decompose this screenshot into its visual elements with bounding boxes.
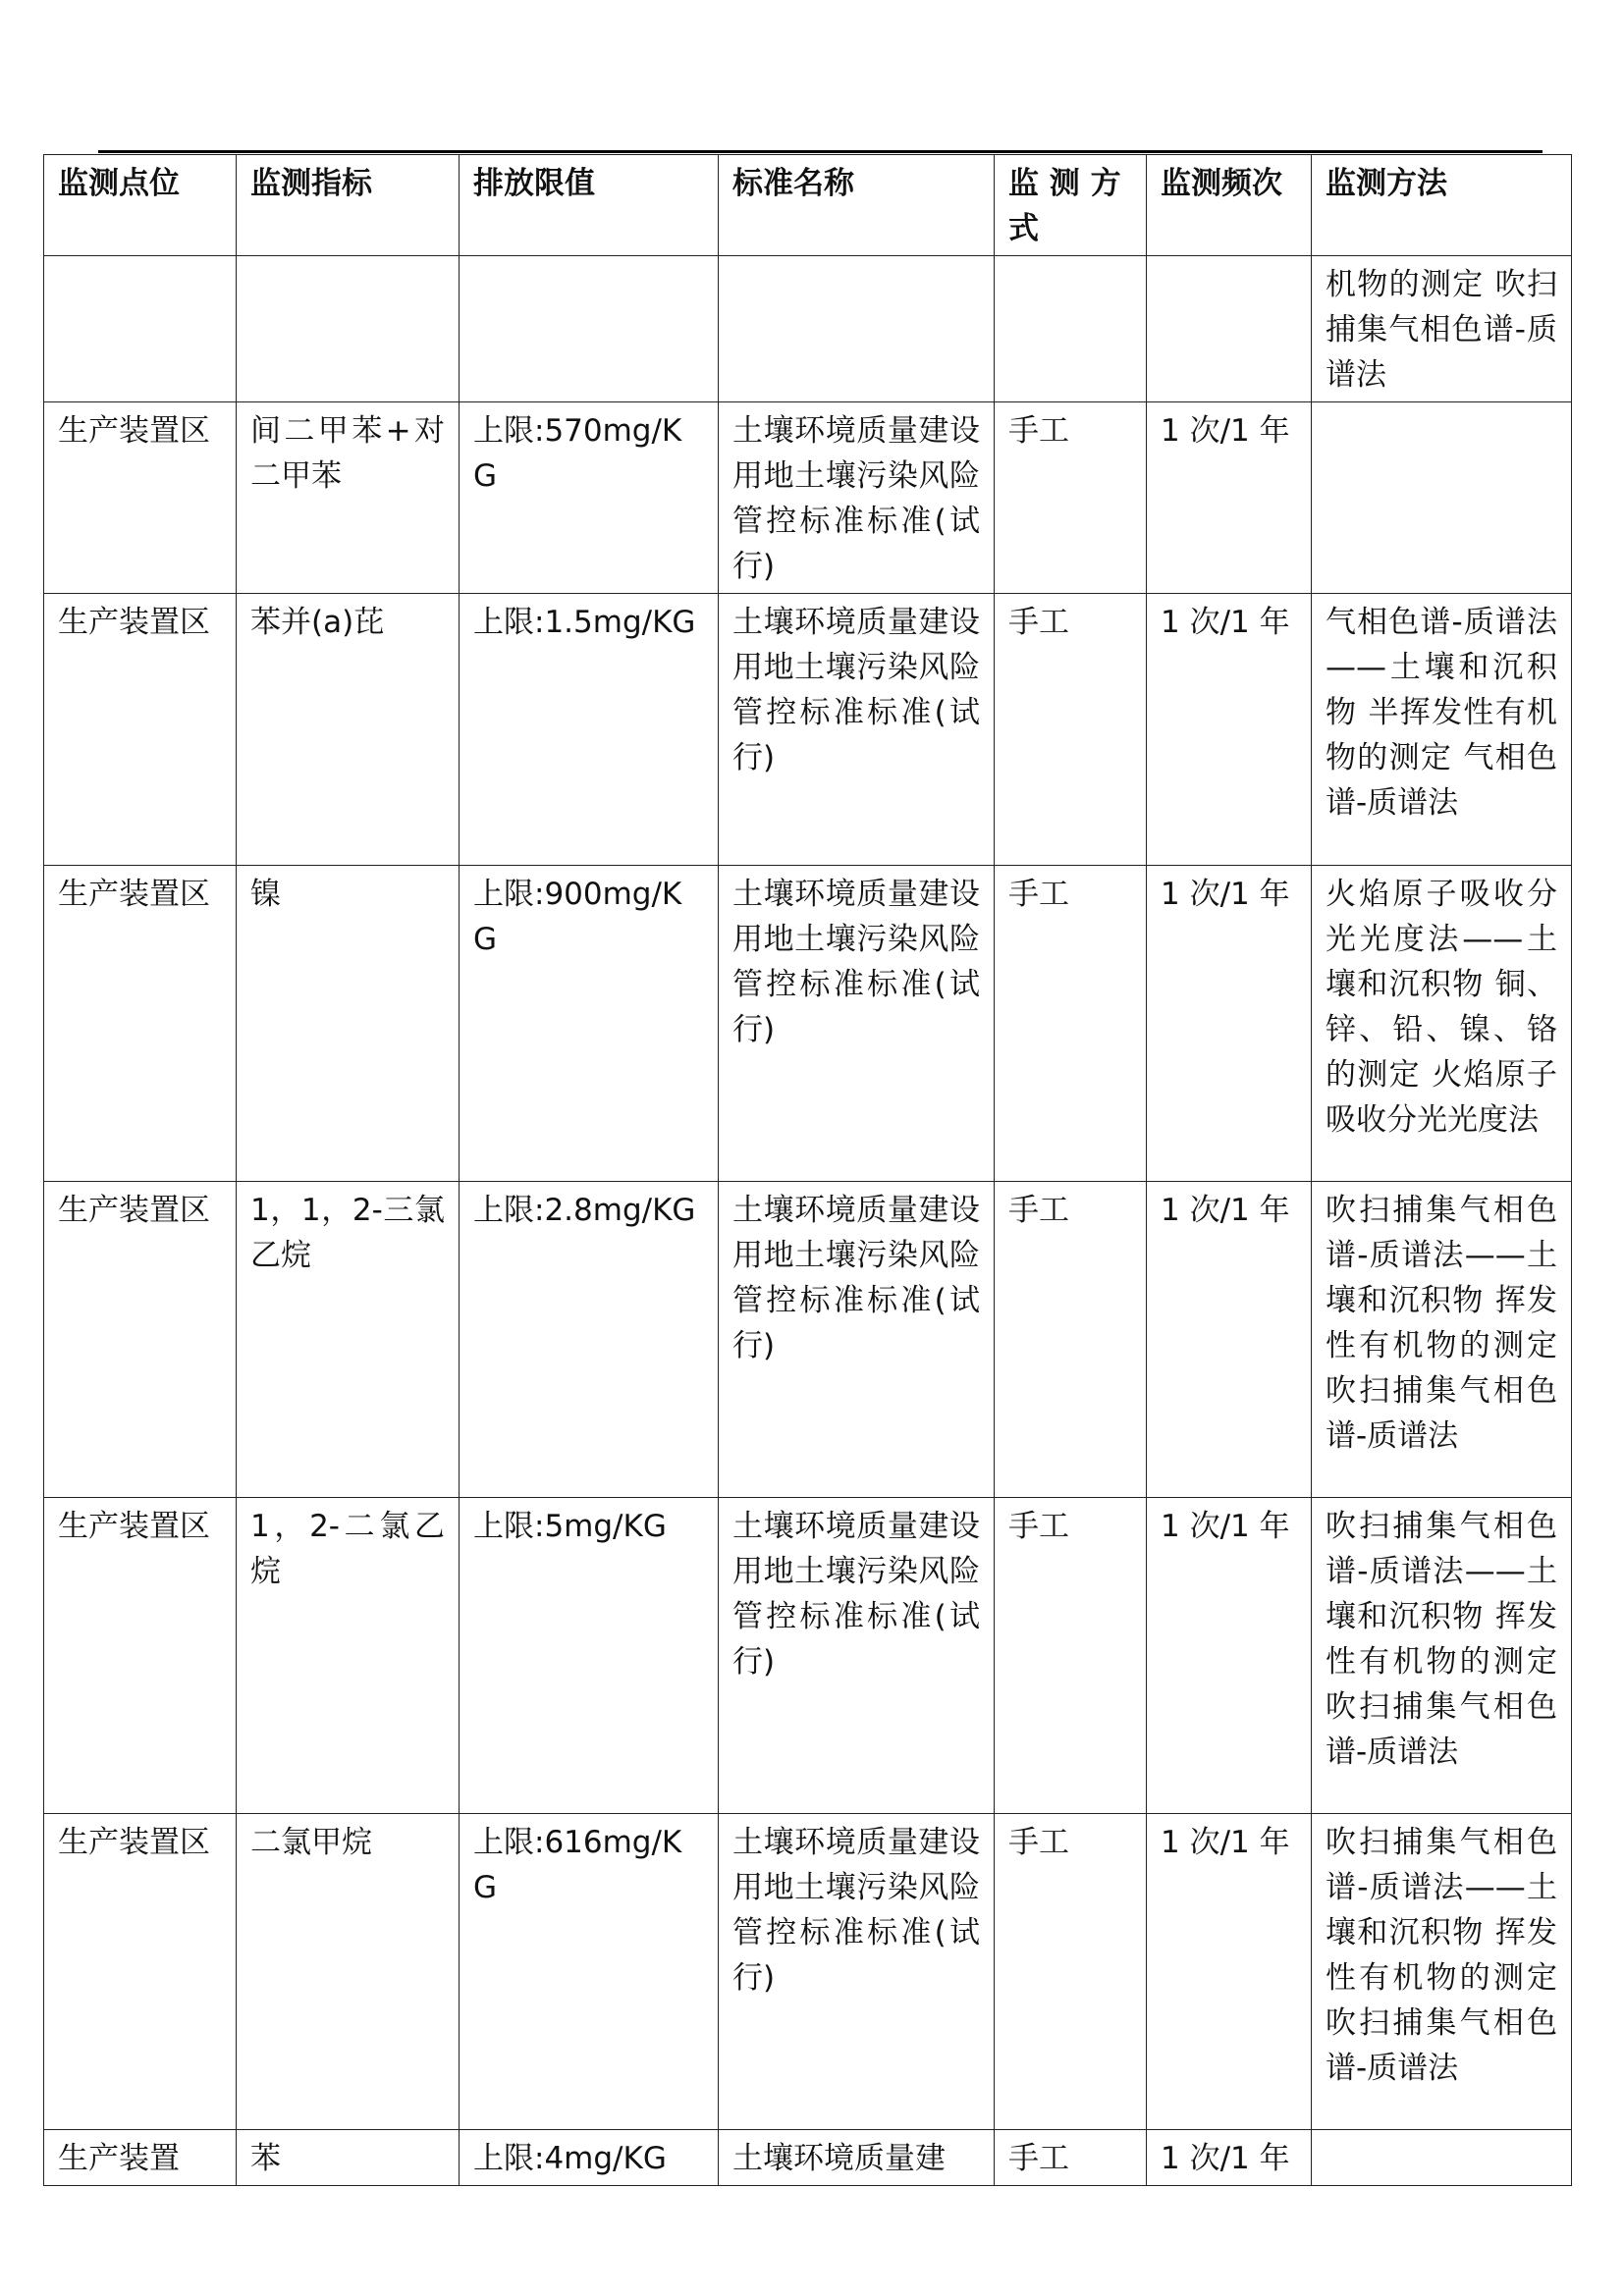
cell-limit: 上限:5mg/KG bbox=[460, 1498, 719, 1814]
monitoring-table bbox=[43, 154, 1572, 2186]
cell-point bbox=[44, 256, 237, 402]
header-monitoring-method: 监测方法 bbox=[1312, 155, 1572, 256]
table-row bbox=[44, 1814, 1572, 2130]
cell-limit: 上限:570mg/KG bbox=[460, 402, 719, 594]
cell-frequency: 1 次/1 年 bbox=[1147, 1498, 1312, 1814]
header-emission-limit: 排放限值 bbox=[460, 155, 719, 256]
table-row bbox=[44, 594, 1572, 866]
cell-limit: 上限:2.8mg/KG bbox=[460, 1182, 719, 1498]
cell-frequency: 1 次/1 年 bbox=[1147, 594, 1312, 866]
cell-indicator: 苯并(a)芘 bbox=[237, 594, 460, 866]
cell-indicator: 苯 bbox=[237, 2130, 460, 2186]
header-monitoring-point: 监测点位 bbox=[44, 155, 237, 256]
cell-method: 吹扫捕集气相色谱-质谱法——土壤和沉积物 挥发性有机物的测定 吹扫捕集气相色谱-质谱法 bbox=[1312, 1182, 1572, 1498]
cell-limit: 上限:1.5mg/KG bbox=[460, 594, 719, 866]
top-rule bbox=[98, 150, 1543, 153]
cell-indicator: 1，1，2-三氯乙烷 bbox=[237, 1182, 460, 1498]
cell-point: 生产装置区 bbox=[44, 1814, 237, 2130]
header-monitoring-mode: 监 测 方 式 bbox=[995, 155, 1147, 256]
table-row bbox=[44, 1182, 1572, 1498]
cell-method bbox=[1312, 402, 1572, 594]
cell-standard: 土壤环境质量建设用地土壤污染风险管控标准标准(试行) bbox=[719, 402, 995, 594]
cell-method: 机物的测定 吹扫捕集气相色谱-质谱法 bbox=[1312, 256, 1572, 402]
table-row bbox=[44, 256, 1572, 402]
cell-standard: 土壤环境质量建设用地土壤污染风险管控标准标准(试行) bbox=[719, 1498, 995, 1814]
cell-point: 生产装置 bbox=[44, 2130, 237, 2186]
cell-point: 生产装置区 bbox=[44, 1182, 237, 1498]
cell-standard: 土壤环境质量建 bbox=[719, 2130, 995, 2186]
table-row bbox=[44, 402, 1572, 594]
cell-limit: 上限:900mg/KG bbox=[460, 866, 719, 1182]
cell-point: 生产装置区 bbox=[44, 402, 237, 594]
header-standard-name: 标准名称 bbox=[719, 155, 995, 256]
cell-standard: 土壤环境质量建设用地土壤污染风险管控标准标准(试行) bbox=[719, 1182, 995, 1498]
cell-standard: 土壤环境质量建设用地土壤污染风险管控标准标准(试行) bbox=[719, 866, 995, 1182]
cell-method: 火焰原子吸收分光光度法——土壤和沉积物 铜、锌、铅、镍、铬的测定 火焰原子吸收分光光度法 bbox=[1312, 866, 1572, 1182]
cell-limit bbox=[460, 256, 719, 402]
cell-limit: 上限:616mg/KG bbox=[460, 1814, 719, 2130]
cell-mode: 手工 bbox=[995, 866, 1147, 1182]
cell-point: 生产装置区 bbox=[44, 594, 237, 866]
cell-indicator: 二氯甲烷 bbox=[237, 1814, 460, 2130]
cell-mode bbox=[995, 256, 1147, 402]
cell-mode: 手工 bbox=[995, 1498, 1147, 1814]
cell-method: 气相色谱-质谱法——土壤和沉积物 半挥发性有机物的测定 气相色谱-质谱法 bbox=[1312, 594, 1572, 866]
cell-frequency: 1 次/1 年 bbox=[1147, 402, 1312, 594]
cell-method: 吹扫捕集气相色谱-质谱法——土壤和沉积物 挥发性有机物的测定 吹扫捕集气相色谱-质谱法 bbox=[1312, 1814, 1572, 2130]
cell-indicator: 镍 bbox=[237, 866, 460, 1182]
cell-standard: 土壤环境质量建设用地土壤污染风险管控标准标准(试行) bbox=[719, 594, 995, 866]
header-monitoring-indicator: 监测指标 bbox=[237, 155, 460, 256]
cell-indicator bbox=[237, 256, 460, 402]
cell-mode: 手工 bbox=[995, 1182, 1147, 1498]
cell-point: 生产装置区 bbox=[44, 866, 237, 1182]
cell-frequency: 1 次/1 年 bbox=[1147, 1182, 1312, 1498]
table-row bbox=[44, 1498, 1572, 1814]
cell-mode: 手工 bbox=[995, 1814, 1147, 2130]
cell-method bbox=[1312, 2130, 1572, 2186]
cell-standard bbox=[719, 256, 995, 402]
cell-point: 生产装置区 bbox=[44, 1498, 237, 1814]
cell-mode: 手工 bbox=[995, 402, 1147, 594]
cell-mode: 手工 bbox=[995, 2130, 1147, 2186]
table-header-row bbox=[44, 155, 1572, 256]
cell-frequency bbox=[1147, 256, 1312, 402]
header-monitoring-frequency: 监测频次 bbox=[1147, 155, 1312, 256]
cell-standard: 土壤环境质量建设用地土壤污染风险管控标准标准(试行) bbox=[719, 1814, 995, 2130]
cell-method: 吹扫捕集气相色谱-质谱法——土壤和沉积物 挥发性有机物的测定 吹扫捕集气相色谱-质谱法 bbox=[1312, 1498, 1572, 1814]
cell-frequency: 1 次/1 年 bbox=[1147, 2130, 1312, 2186]
cell-frequency: 1 次/1 年 bbox=[1147, 1814, 1312, 2130]
cell-indicator: 间二甲苯+对二甲苯 bbox=[237, 402, 460, 594]
cell-mode: 手工 bbox=[995, 594, 1147, 866]
cell-frequency: 1 次/1 年 bbox=[1147, 866, 1312, 1182]
table-row bbox=[44, 866, 1572, 1182]
cell-indicator: 1，2-二氯乙烷 bbox=[237, 1498, 460, 1814]
table-row bbox=[44, 2130, 1572, 2186]
cell-limit: 上限:4mg/KG bbox=[460, 2130, 719, 2186]
